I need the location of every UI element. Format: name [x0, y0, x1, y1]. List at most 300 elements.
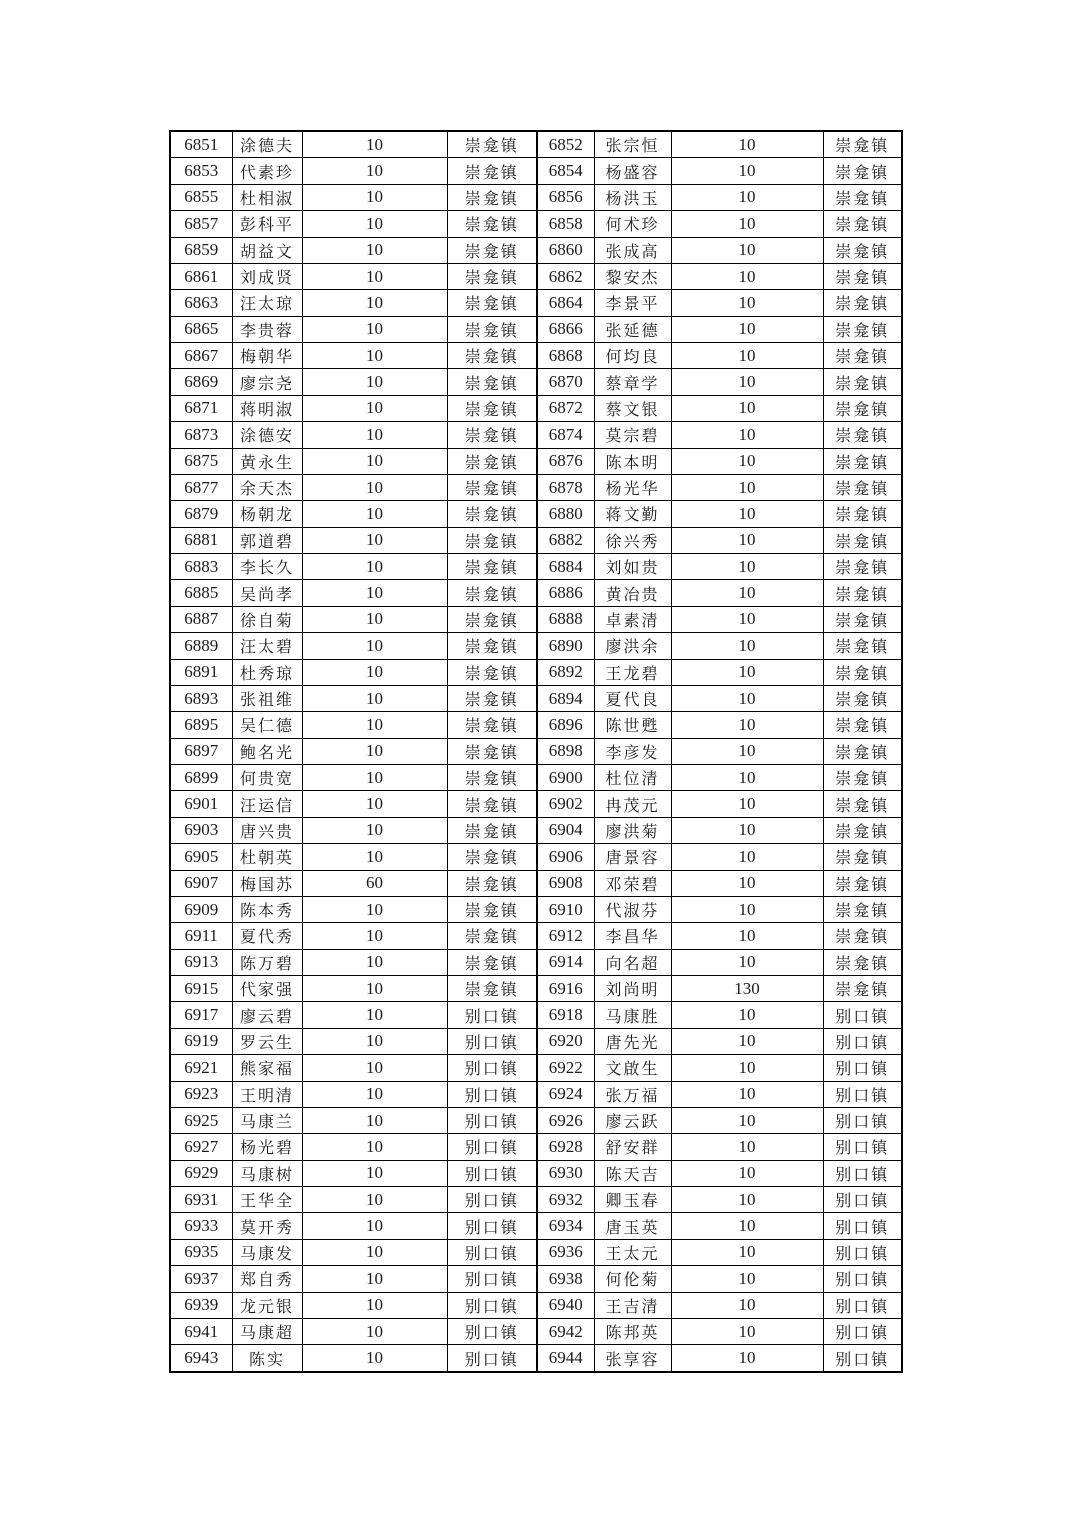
name-cell: 廖云跃 — [594, 1107, 671, 1133]
name-cell: 陈实 — [232, 1345, 302, 1372]
amount-cell: 10 — [302, 606, 447, 632]
name-cell: 黄冶贵 — [594, 580, 671, 606]
serial-cell: 6883 — [170, 554, 232, 580]
serial-cell: 6900 — [537, 765, 594, 791]
table-row — [170, 817, 902, 843]
amount-cell: 10 — [302, 1028, 447, 1054]
amount-cell: 10 — [671, 1239, 823, 1265]
name-cell: 舒安群 — [594, 1134, 671, 1160]
table-row — [170, 765, 902, 791]
serial-cell: 6852 — [537, 131, 594, 158]
amount-cell: 10 — [302, 712, 447, 738]
name-cell: 王华全 — [232, 1187, 302, 1213]
name-cell: 向名超 — [594, 949, 671, 975]
name-cell: 唐兴贵 — [232, 817, 302, 843]
roster-table-container — [169, 130, 903, 1373]
amount-cell: 10 — [671, 1318, 823, 1344]
town-cell: 崇龛镇 — [823, 369, 902, 395]
amount-cell: 10 — [671, 1187, 823, 1213]
serial-cell: 6875 — [170, 448, 232, 474]
town-cell: 崇龛镇 — [447, 131, 537, 158]
table-row — [170, 422, 902, 448]
table-row — [170, 949, 902, 975]
amount-cell: 10 — [671, 1107, 823, 1133]
amount-cell: 10 — [671, 1160, 823, 1186]
town-cell: 崇龛镇 — [823, 527, 902, 553]
name-cell: 马康兰 — [232, 1107, 302, 1133]
name-cell: 莫开秀 — [232, 1213, 302, 1239]
town-cell: 崇龛镇 — [447, 923, 537, 949]
table-row — [170, 1239, 902, 1265]
amount-cell: 10 — [671, 1292, 823, 1318]
town-cell: 崇龛镇 — [447, 369, 537, 395]
amount-cell: 10 — [671, 923, 823, 949]
town-cell: 崇龛镇 — [447, 870, 537, 896]
amount-cell: 10 — [671, 158, 823, 184]
amount-cell: 10 — [671, 316, 823, 342]
town-cell: 别口镇 — [447, 1239, 537, 1265]
name-cell: 黄永生 — [232, 448, 302, 474]
name-cell: 张宗恒 — [594, 131, 671, 158]
name-cell: 蔡文银 — [594, 395, 671, 421]
serial-cell: 6899 — [170, 765, 232, 791]
amount-cell: 10 — [671, 501, 823, 527]
serial-cell: 6924 — [537, 1081, 594, 1107]
amount-cell: 60 — [302, 870, 447, 896]
town-cell: 崇龛镇 — [823, 131, 902, 158]
town-cell: 崇龛镇 — [823, 685, 902, 711]
serial-cell: 6855 — [170, 184, 232, 210]
amount-cell: 10 — [302, 1187, 447, 1213]
name-cell: 张延德 — [594, 316, 671, 342]
town-cell: 崇龛镇 — [447, 554, 537, 580]
town-cell: 崇龛镇 — [823, 606, 902, 632]
serial-cell: 6942 — [537, 1318, 594, 1344]
amount-cell: 10 — [302, 1266, 447, 1292]
serial-cell: 6901 — [170, 791, 232, 817]
serial-cell: 6868 — [537, 343, 594, 369]
amount-cell: 10 — [302, 1055, 447, 1081]
name-cell: 杜朝英 — [232, 844, 302, 870]
town-cell: 别口镇 — [447, 1028, 537, 1054]
table-row — [170, 1028, 902, 1054]
town-cell: 崇龛镇 — [823, 844, 902, 870]
amount-cell: 10 — [302, 791, 447, 817]
town-cell: 崇龛镇 — [447, 290, 537, 316]
amount-cell: 10 — [302, 1318, 447, 1344]
serial-cell: 6879 — [170, 501, 232, 527]
name-cell: 胡益文 — [232, 237, 302, 263]
serial-cell: 6918 — [537, 1002, 594, 1028]
table-row — [170, 685, 902, 711]
serial-cell: 6943 — [170, 1345, 232, 1372]
amount-cell: 10 — [302, 817, 447, 843]
table-row — [170, 1292, 902, 1318]
town-cell: 别口镇 — [823, 1266, 902, 1292]
table-row — [170, 395, 902, 421]
amount-cell: 10 — [302, 290, 447, 316]
serial-cell: 6853 — [170, 158, 232, 184]
amount-cell: 10 — [302, 1134, 447, 1160]
table-row — [170, 263, 902, 289]
name-cell: 廖云碧 — [232, 1002, 302, 1028]
amount-cell: 10 — [671, 1213, 823, 1239]
name-cell: 张祖维 — [232, 685, 302, 711]
name-cell: 夏代良 — [594, 685, 671, 711]
name-cell: 李昌华 — [594, 923, 671, 949]
amount-cell: 10 — [671, 1028, 823, 1054]
table-row — [170, 1002, 902, 1028]
town-cell: 崇龛镇 — [447, 422, 537, 448]
table-row — [170, 791, 902, 817]
table-row — [170, 606, 902, 632]
town-cell: 崇龛镇 — [447, 237, 537, 263]
amount-cell: 10 — [302, 554, 447, 580]
table-row — [170, 1160, 902, 1186]
serial-cell: 6876 — [537, 448, 594, 474]
serial-cell: 6891 — [170, 659, 232, 685]
table-row — [170, 237, 902, 263]
serial-cell: 6927 — [170, 1134, 232, 1160]
name-cell: 刘尚明 — [594, 976, 671, 1002]
town-cell: 别口镇 — [823, 1107, 902, 1133]
amount-cell: 10 — [671, 527, 823, 553]
serial-cell: 6930 — [537, 1160, 594, 1186]
name-cell: 代家强 — [232, 976, 302, 1002]
name-cell: 熊家福 — [232, 1055, 302, 1081]
name-cell: 梅朝华 — [232, 343, 302, 369]
name-cell: 王明清 — [232, 1081, 302, 1107]
serial-cell: 6882 — [537, 527, 594, 553]
name-cell: 郑自秀 — [232, 1266, 302, 1292]
name-cell: 何贵宽 — [232, 765, 302, 791]
amount-cell: 10 — [671, 184, 823, 210]
town-cell: 别口镇 — [447, 1213, 537, 1239]
table-row — [170, 474, 902, 500]
town-cell: 别口镇 — [447, 1134, 537, 1160]
town-cell: 别口镇 — [823, 1055, 902, 1081]
amount-cell: 10 — [302, 1160, 447, 1186]
town-cell: 别口镇 — [823, 1239, 902, 1265]
amount-cell: 10 — [302, 1213, 447, 1239]
town-cell: 崇龛镇 — [447, 844, 537, 870]
name-cell: 陈邦英 — [594, 1318, 671, 1344]
amount-cell: 10 — [302, 1345, 447, 1372]
name-cell: 王龙碧 — [594, 659, 671, 685]
town-cell: 别口镇 — [447, 1345, 537, 1372]
town-cell: 别口镇 — [447, 1160, 537, 1186]
serial-cell: 6877 — [170, 474, 232, 500]
amount-cell: 10 — [671, 237, 823, 263]
serial-cell: 6898 — [537, 738, 594, 764]
name-cell: 马康树 — [232, 1160, 302, 1186]
table-row — [170, 501, 902, 527]
town-cell: 崇龛镇 — [447, 474, 537, 500]
amount-cell: 10 — [671, 633, 823, 659]
amount-cell: 10 — [671, 211, 823, 237]
town-cell: 崇龛镇 — [823, 448, 902, 474]
town-cell: 崇龛镇 — [823, 896, 902, 922]
table-row — [170, 923, 902, 949]
amount-cell: 10 — [671, 131, 823, 158]
table-row — [170, 1213, 902, 1239]
town-cell: 崇龛镇 — [447, 659, 537, 685]
serial-cell: 6915 — [170, 976, 232, 1002]
name-cell: 吴尚孝 — [232, 580, 302, 606]
table-row — [170, 554, 902, 580]
serial-cell: 6941 — [170, 1318, 232, 1344]
amount-cell: 10 — [302, 1292, 447, 1318]
amount-cell: 10 — [671, 448, 823, 474]
name-cell: 何均良 — [594, 343, 671, 369]
amount-cell: 10 — [302, 131, 447, 158]
amount-cell: 10 — [671, 738, 823, 764]
town-cell: 崇龛镇 — [823, 395, 902, 421]
serial-cell: 6920 — [537, 1028, 594, 1054]
serial-cell: 6887 — [170, 606, 232, 632]
amount-cell: 10 — [302, 1107, 447, 1133]
town-cell: 别口镇 — [447, 1055, 537, 1081]
name-cell: 张享容 — [594, 1345, 671, 1372]
amount-cell: 10 — [671, 765, 823, 791]
name-cell: 鲍名光 — [232, 738, 302, 764]
serial-cell: 6894 — [537, 685, 594, 711]
amount-cell: 10 — [671, 1081, 823, 1107]
serial-cell: 6897 — [170, 738, 232, 764]
name-cell: 何术珍 — [594, 211, 671, 237]
name-cell: 李景平 — [594, 290, 671, 316]
town-cell: 别口镇 — [823, 1028, 902, 1054]
amount-cell: 10 — [671, 1055, 823, 1081]
name-cell: 陈万碧 — [232, 949, 302, 975]
serial-cell: 6860 — [537, 237, 594, 263]
name-cell: 杨盛容 — [594, 158, 671, 184]
town-cell: 崇龛镇 — [447, 765, 537, 791]
name-cell: 杜位清 — [594, 765, 671, 791]
table-row — [170, 896, 902, 922]
name-cell: 唐景容 — [594, 844, 671, 870]
serial-cell: 6905 — [170, 844, 232, 870]
serial-cell: 6859 — [170, 237, 232, 263]
serial-cell: 6886 — [537, 580, 594, 606]
serial-cell: 6896 — [537, 712, 594, 738]
table-row — [170, 448, 902, 474]
serial-cell: 6928 — [537, 1134, 594, 1160]
serial-cell: 6919 — [170, 1028, 232, 1054]
serial-cell: 6861 — [170, 263, 232, 289]
name-cell: 莫宗碧 — [594, 422, 671, 448]
name-cell: 陈本秀 — [232, 896, 302, 922]
amount-cell: 10 — [302, 184, 447, 210]
name-cell: 李长久 — [232, 554, 302, 580]
serial-cell: 6933 — [170, 1213, 232, 1239]
serial-cell: 6909 — [170, 896, 232, 922]
town-cell: 崇龛镇 — [823, 237, 902, 263]
serial-cell: 6880 — [537, 501, 594, 527]
serial-cell: 6940 — [537, 1292, 594, 1318]
serial-cell: 6916 — [537, 976, 594, 1002]
name-cell: 马康发 — [232, 1239, 302, 1265]
name-cell: 陈世甦 — [594, 712, 671, 738]
table-row — [170, 1081, 902, 1107]
serial-cell: 6902 — [537, 791, 594, 817]
amount-cell: 10 — [671, 263, 823, 289]
town-cell: 崇龛镇 — [447, 448, 537, 474]
serial-cell: 6851 — [170, 131, 232, 158]
serial-cell: 6917 — [170, 1002, 232, 1028]
town-cell: 崇龛镇 — [447, 395, 537, 421]
town-cell: 别口镇 — [823, 1160, 902, 1186]
serial-cell: 6885 — [170, 580, 232, 606]
name-cell: 廖宗尧 — [232, 369, 302, 395]
serial-cell: 6890 — [537, 633, 594, 659]
serial-cell: 6911 — [170, 923, 232, 949]
amount-cell: 10 — [302, 527, 447, 553]
serial-cell: 6856 — [537, 184, 594, 210]
serial-cell: 6912 — [537, 923, 594, 949]
serial-cell: 6870 — [537, 369, 594, 395]
amount-cell: 10 — [671, 659, 823, 685]
amount-cell: 10 — [302, 1239, 447, 1265]
serial-cell: 6910 — [537, 896, 594, 922]
town-cell: 崇龛镇 — [823, 422, 902, 448]
name-cell: 卿玉春 — [594, 1187, 671, 1213]
serial-cell: 6903 — [170, 817, 232, 843]
name-cell: 王太元 — [594, 1239, 671, 1265]
serial-cell: 6931 — [170, 1187, 232, 1213]
town-cell: 别口镇 — [447, 1002, 537, 1028]
name-cell: 涂德安 — [232, 422, 302, 448]
serial-cell: 6936 — [537, 1239, 594, 1265]
town-cell: 别口镇 — [447, 1187, 537, 1213]
amount-cell: 10 — [671, 712, 823, 738]
serial-cell: 6907 — [170, 870, 232, 896]
serial-cell: 6871 — [170, 395, 232, 421]
amount-cell: 10 — [302, 685, 447, 711]
amount-cell: 10 — [671, 817, 823, 843]
name-cell: 汪太碧 — [232, 633, 302, 659]
amount-cell: 10 — [302, 949, 447, 975]
town-cell: 崇龛镇 — [447, 527, 537, 553]
serial-cell: 6874 — [537, 422, 594, 448]
name-cell: 汪运信 — [232, 791, 302, 817]
town-cell: 别口镇 — [447, 1107, 537, 1133]
name-cell: 唐玉英 — [594, 1213, 671, 1239]
town-cell: 别口镇 — [823, 1134, 902, 1160]
serial-cell: 6889 — [170, 633, 232, 659]
serial-cell: 6888 — [537, 606, 594, 632]
amount-cell: 10 — [302, 448, 447, 474]
town-cell: 崇龛镇 — [823, 817, 902, 843]
name-cell: 代淑芬 — [594, 896, 671, 922]
name-cell: 徐兴秀 — [594, 527, 671, 553]
beneficiary-roster-table — [169, 130, 903, 1373]
serial-cell: 6914 — [537, 949, 594, 975]
town-cell: 崇龛镇 — [823, 211, 902, 237]
amount-cell: 10 — [302, 738, 447, 764]
table-row — [170, 870, 902, 896]
amount-cell: 10 — [302, 844, 447, 870]
table-row — [170, 633, 902, 659]
serial-cell: 6938 — [537, 1266, 594, 1292]
amount-cell: 10 — [671, 1266, 823, 1292]
serial-cell: 6892 — [537, 659, 594, 685]
town-cell: 崇龛镇 — [447, 633, 537, 659]
amount-cell: 10 — [302, 580, 447, 606]
amount-cell: 10 — [302, 501, 447, 527]
name-cell: 杨朝龙 — [232, 501, 302, 527]
amount-cell: 10 — [302, 633, 447, 659]
serial-cell: 6873 — [170, 422, 232, 448]
amount-cell: 130 — [671, 976, 823, 1002]
serial-cell: 6857 — [170, 211, 232, 237]
table-row — [170, 1187, 902, 1213]
table-row — [170, 844, 902, 870]
table-row — [170, 131, 902, 158]
town-cell: 崇龛镇 — [447, 685, 537, 711]
serial-cell: 6895 — [170, 712, 232, 738]
name-cell: 卓素清 — [594, 606, 671, 632]
serial-cell: 6925 — [170, 1107, 232, 1133]
amount-cell: 10 — [302, 1002, 447, 1028]
amount-cell: 10 — [671, 1345, 823, 1372]
town-cell: 别口镇 — [823, 1292, 902, 1318]
amount-cell: 10 — [302, 316, 447, 342]
town-cell: 别口镇 — [447, 1081, 537, 1107]
amount-cell: 10 — [302, 263, 447, 289]
town-cell: 崇龛镇 — [447, 976, 537, 1002]
town-cell: 别口镇 — [823, 1318, 902, 1344]
town-cell: 崇龛镇 — [823, 580, 902, 606]
name-cell: 王吉清 — [594, 1292, 671, 1318]
serial-cell: 6865 — [170, 316, 232, 342]
amount-cell: 10 — [671, 395, 823, 421]
town-cell: 崇龛镇 — [823, 659, 902, 685]
town-cell: 别口镇 — [823, 1002, 902, 1028]
amount-cell: 10 — [302, 343, 447, 369]
serial-cell: 6864 — [537, 290, 594, 316]
amount-cell: 10 — [671, 474, 823, 500]
town-cell: 崇龛镇 — [447, 501, 537, 527]
town-cell: 崇龛镇 — [823, 765, 902, 791]
name-cell: 夏代秀 — [232, 923, 302, 949]
town-cell: 崇龛镇 — [447, 896, 537, 922]
table-row — [170, 343, 902, 369]
town-cell: 崇龛镇 — [823, 316, 902, 342]
table-row — [170, 1345, 902, 1372]
name-cell: 龙元银 — [232, 1292, 302, 1318]
name-cell: 李彦发 — [594, 738, 671, 764]
table-row — [170, 158, 902, 184]
amount-cell: 10 — [302, 976, 447, 1002]
amount-cell: 10 — [302, 1081, 447, 1107]
name-cell: 文啟生 — [594, 1055, 671, 1081]
town-cell: 崇龛镇 — [823, 738, 902, 764]
table-row — [170, 184, 902, 210]
name-cell: 冉茂元 — [594, 791, 671, 817]
name-cell: 杨光华 — [594, 474, 671, 500]
name-cell: 邓荣碧 — [594, 870, 671, 896]
amount-cell: 10 — [671, 422, 823, 448]
town-cell: 崇龛镇 — [447, 316, 537, 342]
town-cell: 崇龛镇 — [823, 263, 902, 289]
table-row — [170, 1055, 902, 1081]
town-cell: 别口镇 — [823, 1081, 902, 1107]
serial-cell: 6944 — [537, 1345, 594, 1372]
amount-cell: 10 — [671, 949, 823, 975]
serial-cell: 6934 — [537, 1213, 594, 1239]
table-row — [170, 1266, 902, 1292]
